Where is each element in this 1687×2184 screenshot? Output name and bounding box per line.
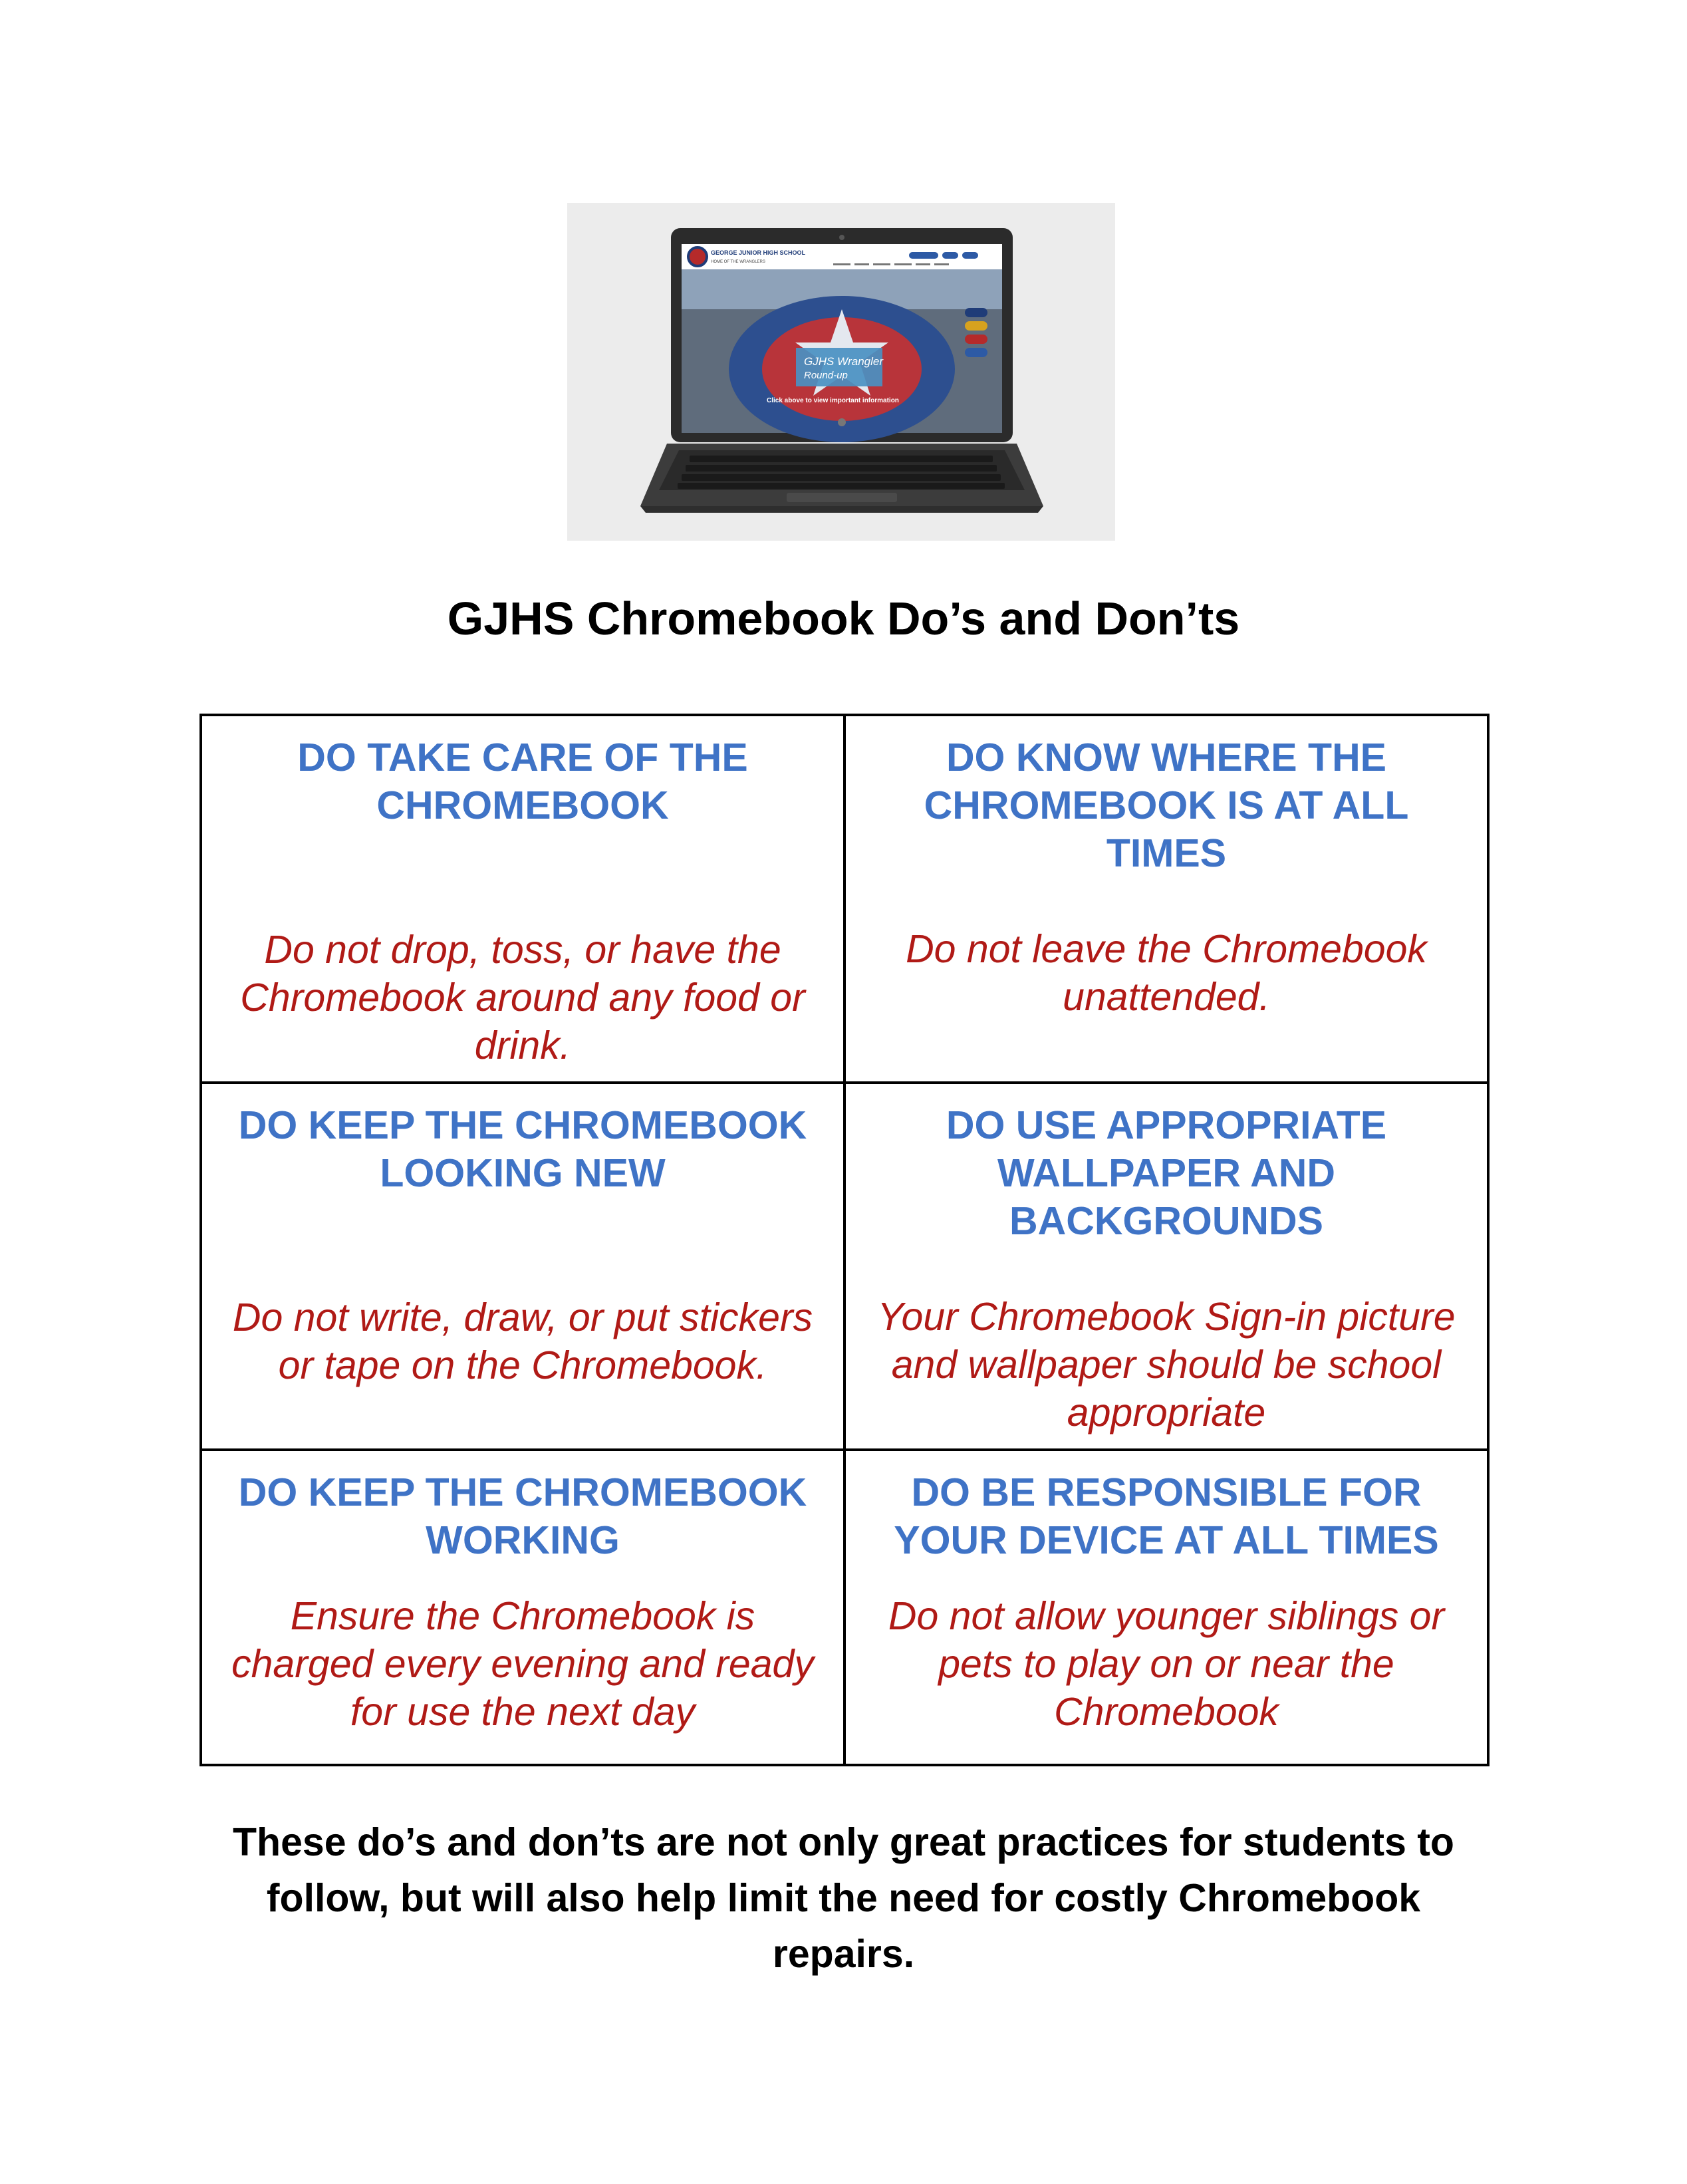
site-tagline: HOME OF THE WRANGLERS: [711, 260, 765, 264]
do-heading: DO BE RESPONSIBLE FOR YOUR DEVICE AT ALL TIMES: [894, 1470, 1439, 1562]
table-row: [201, 1450, 1488, 1765]
do-heading: DO USE APPROPRIATE WALLPAPER AND BACKGROUNDS: [946, 1103, 1387, 1243]
dont-text: Do not allow younger siblings or pets to play on or near the Chromebook: [888, 1594, 1445, 1734]
do-heading: DO KEEP THE CHROMEBOOK LOOKING NEW: [238, 1103, 807, 1195]
do-heading: DO KEEP THE CHROMEBOOK WORKING: [238, 1470, 807, 1562]
footer-note: These do’s and don’ts are not only great practices for students to follow, but will also help limit the need for costly Chromebook repairs.: [233, 1820, 1454, 1976]
responsible-cell: [844, 1450, 1488, 1765]
location-cell: [844, 715, 1488, 1083]
do-heading: DO KNOW WHERE THE CHROMEBOOK IS AT ALL TIMES: [924, 736, 1409, 875]
table-row: [201, 1083, 1488, 1450]
banner-caption: Click above to view important information: [767, 397, 899, 404]
chromebook-photo: [567, 203, 1115, 541]
dont-text: Do not leave the Chromebook unattended.: [906, 927, 1427, 1019]
banner-title: GJHS Wrangler: [804, 355, 884, 368]
wallpaper-cell: [844, 1083, 1488, 1450]
dont-text: Do not write, draw, or put stickers or tape on the Chromebook.: [232, 1296, 813, 1387]
working-cell: [201, 1450, 844, 1765]
care-cell: [201, 715, 844, 1083]
site-title: GEORGE JUNIOR HIGH SCHOOL: [711, 249, 806, 256]
dont-text: Your Chromebook Sign-in picture and wallpaper should be school appropriate: [877, 1295, 1456, 1434]
table-row: [201, 715, 1488, 1083]
page-title: GJHS Chromebook Do’s and Don’ts: [447, 593, 1240, 644]
banner-subtitle: Round-up: [804, 370, 848, 381]
dont-text: Ensure the Chromebook is charged every evening and ready for use the next day: [231, 1594, 814, 1734]
dos-and-donts-table: [199, 714, 1490, 1766]
dont-text: Do not drop, toss, or have the Chromebook around any food or drink.: [240, 928, 805, 1067]
do-heading: DO TAKE CARE OF THE CHROMEBOOK: [297, 736, 748, 827]
looking-new-cell: [201, 1083, 844, 1450]
